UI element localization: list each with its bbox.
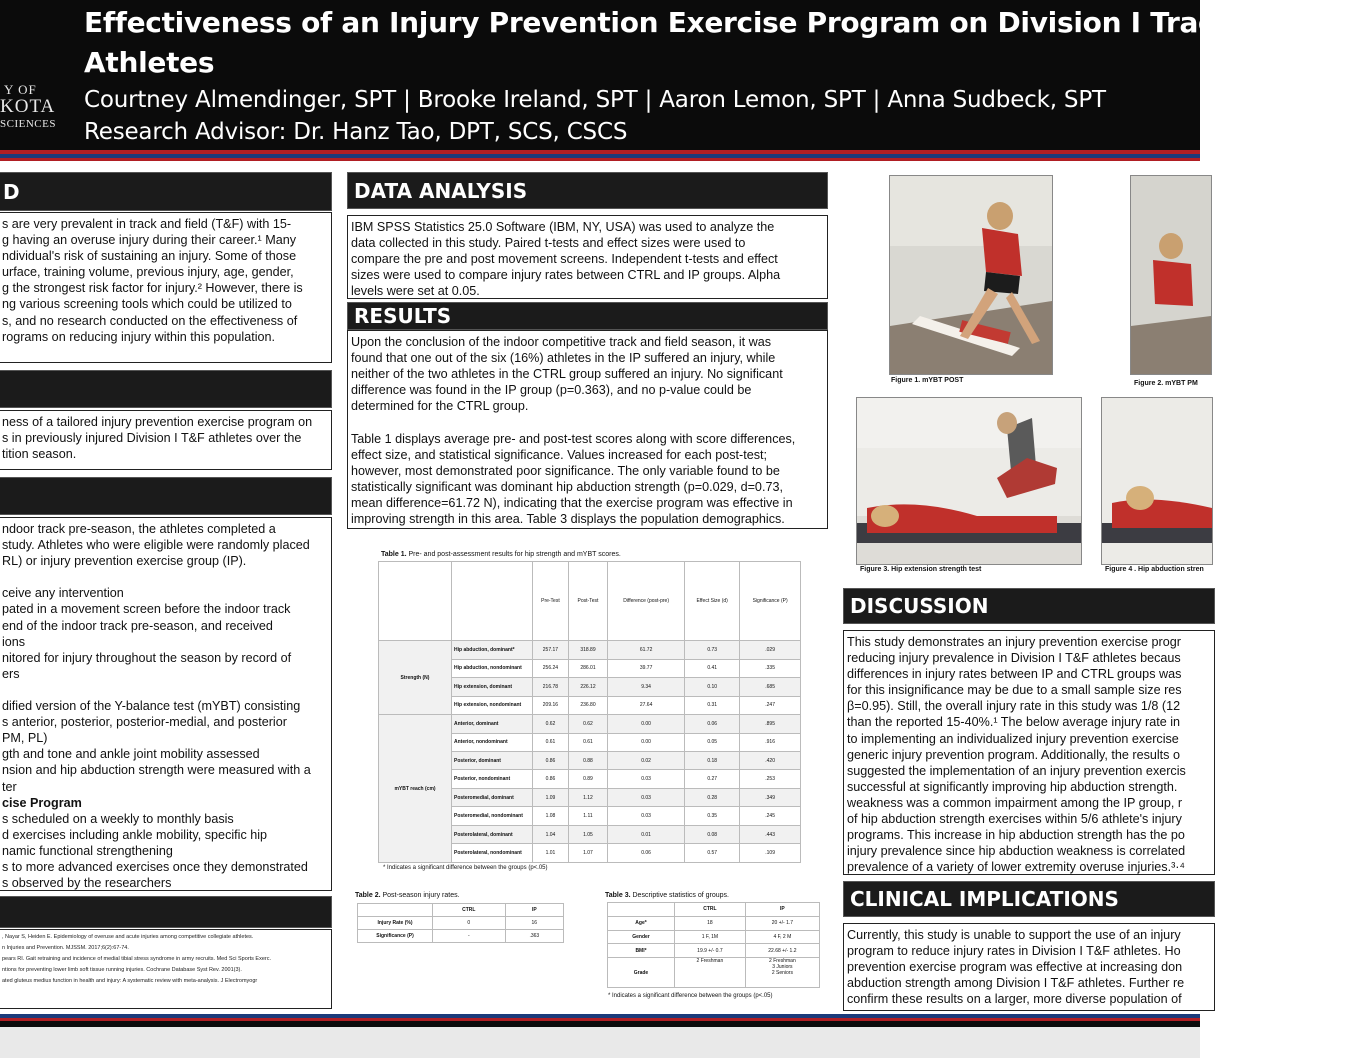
table3-cell: 1 F, 1M: [675, 930, 746, 944]
methods-line: d exercises including ankle mobility, specific hip: [2, 827, 268, 842]
table1-cell: 0.00: [608, 733, 685, 751]
data-analysis-box: [347, 215, 828, 299]
table1-cell: 0.89: [568, 770, 607, 788]
figure4-caption: Figure 4 . Hip abduction stren: [1105, 566, 1204, 573]
discussion-line: suggested the implementation of an injury prevention exercis: [847, 763, 1186, 778]
figure1-photo: [889, 175, 1053, 375]
methods-spacer: [2, 682, 311, 698]
results-line: determined for the CTRL group.: [351, 399, 529, 414]
table3-caption-bold: Table 3.: [605, 892, 631, 899]
discussion-line: β=0.95). Still, the overall injury rate in this study was 1/8 (12: [847, 699, 1181, 714]
athlete-pm-reach-image: [1131, 176, 1211, 374]
table3-caption: [605, 892, 729, 899]
table-row: [358, 930, 564, 943]
intro-line: rograms on reducing injury within this population.: [2, 329, 276, 344]
methods-line: ceive any intervention: [2, 586, 124, 601]
discussion-line: differences in injury rates between IP and CTRL groups was: [847, 667, 1182, 682]
table3-header-cell: CTRL: [675, 903, 746, 917]
table1-cell: 1.04: [533, 825, 569, 843]
data-analysis-line: compare the pre and post movement screens. Independent t-tests and effect: [351, 252, 778, 267]
table1-row-label: Posterolateral, dominant: [452, 825, 533, 843]
discussion-line: than the reported 15-40%.¹ The below average injury rate in: [847, 715, 1181, 730]
results-line: effect size, and statistical significance. Values increased for each post-test;: [351, 447, 768, 462]
table3-cell: 22.68 +/- 1.2: [745, 944, 819, 958]
methods-line: dified version of the Y-balance test (mYBT) consisting: [2, 699, 301, 714]
methods-line: ndoor track pre-season, the athletes completed a: [2, 522, 276, 536]
table1-cell: 1.01: [533, 844, 569, 863]
table1-cell: 1.08: [533, 807, 569, 825]
table1-row-label: Hip abduction, dominant*: [452, 641, 533, 659]
logo-line-3: SCIENCES: [0, 118, 56, 130]
purpose-box: [0, 410, 332, 470]
table1-group-label: Strength (N): [379, 641, 452, 715]
reference-line: ntions for preventing lower limb soft tissue running injuries. Cochrane Database Syst Rev. 2001(3).: [2, 967, 242, 973]
table1-cell: 0.62: [568, 715, 607, 733]
reference-line: ated gluteus medius function in health and injury: A systematic review with meta-analysis. J Electromyogr: [2, 978, 258, 984]
results-line: however, most demonstrated poor significance. The only variable found to be: [351, 463, 780, 478]
table2-cell: .363: [505, 930, 563, 943]
table2: [357, 903, 564, 943]
intro-head-text: D: [3, 179, 20, 204]
methods-line: gth and tone and ankle joint mobility assessed: [2, 747, 260, 762]
methods-box: [0, 517, 332, 891]
intro-line: g the strongest risk factor for injury.² However, there is: [2, 281, 303, 296]
table3-cell: 19.9 +/- 0.7: [675, 944, 746, 958]
table1-cell: 0.28: [685, 788, 740, 806]
table1-row-label: Posteromedial, nondominant: [452, 807, 533, 825]
table1-cell: 318.89: [568, 641, 607, 659]
clinical-implications-head: [843, 881, 1215, 917]
table3-cell: 18: [675, 916, 746, 930]
methods-line: s anterior, posterior, posterior-medial, and posterior: [2, 715, 287, 730]
poster-title-line-1: Effectiveness of an Injury Prevention Exercise Program on Division I Track & Field: [84, 6, 1352, 39]
table1-cell: 0.86: [533, 752, 569, 770]
table1: [378, 561, 801, 863]
purpose-line: tition season.: [2, 447, 77, 462]
discussion-line: of hip abduction strength exercises within 5/6 athlete's injury: [847, 812, 1182, 827]
table1-cell: .029: [740, 641, 801, 659]
table1-cell: 0.88: [568, 752, 607, 770]
methods-line: ers: [2, 666, 20, 681]
table-row: [608, 958, 820, 988]
table1-cell: 1.12: [568, 788, 607, 806]
table1-cell: 286.01: [568, 659, 607, 677]
table1-cell: 0.18: [685, 752, 740, 770]
methods-line: PM, PL): [2, 731, 48, 746]
results-line: neither of the two athletes in the CTRL group suffered an injury. No significant: [351, 367, 783, 382]
table1-cell: 0.02: [608, 752, 685, 770]
table3-header-blank: [608, 903, 675, 917]
table1-cell: 0.01: [608, 825, 685, 843]
methods-line: nsion and hip abduction strength were measured with a: [2, 763, 311, 778]
clinical-text: [847, 927, 1184, 1007]
table1-cell: .247: [740, 696, 801, 714]
table1-header-cell: Effect Size (d): [685, 562, 740, 641]
table1-row-label: Posteromedial, dominant: [452, 788, 533, 806]
research-advisor: Research Advisor: Dr. Hanz Tao, DPT, SCS, CSCS: [84, 119, 628, 145]
table2-row-label: Injury Rate (%): [358, 917, 433, 930]
table1-cell: .349: [740, 788, 801, 806]
table1-cell: 61.72: [608, 641, 685, 659]
results-line: Upon the conclusion of the indoor competitive track and field season, it was: [351, 335, 772, 349]
table3-row-label: Grade: [608, 958, 675, 988]
table3-caption-text: Descriptive statistics of groups.: [630, 892, 729, 899]
table1-row-label: Posterior, dominant: [452, 752, 533, 770]
intro-line: s, and no research conducted on the effectiveness of: [2, 313, 298, 328]
table-row: [358, 917, 564, 930]
poster-title-line-2: Athletes: [84, 46, 215, 79]
table-row: [379, 715, 801, 733]
table1-cell: 1.11: [568, 807, 607, 825]
table1-cell: .685: [740, 678, 801, 696]
table2-caption: [355, 892, 460, 899]
methods-line: RL) or injury prevention exercise group (IP).: [2, 554, 247, 569]
intro-box: [0, 212, 332, 363]
intro-text: [2, 216, 303, 345]
results-box: [347, 330, 828, 529]
table3-cell: 2 Freshman: [675, 958, 746, 988]
references-box: [0, 929, 332, 1009]
discussion-line: reducing injury prevalence in Division I T&F athletes becaus: [847, 651, 1181, 666]
methods-line: s scheduled on a weekly to monthly basis: [2, 811, 234, 826]
references-text: [2, 932, 271, 987]
logo-line-1: Y OF: [4, 82, 37, 97]
table1-header-row: [379, 562, 801, 641]
figure1-caption: Figure 1. mYBT POST: [891, 377, 964, 384]
table1-cell: 1.05: [568, 825, 607, 843]
table3-footnote: * Indicates a significant difference between the groups (p<.05): [608, 993, 773, 999]
discussion-line: programs. This increase in hip abduction strength has the po: [847, 828, 1185, 843]
discussion-head-text: DISCUSSION: [850, 594, 989, 618]
poster-header: [0, 0, 1352, 150]
reference-line: , Nayar S, Heiden E. Epidemiology of overuse and acute injuries among competitive collegiate athletes.: [2, 934, 254, 940]
table1-header-cell: Difference (post-pre): [608, 562, 685, 641]
table2-row-label: Significance (P): [358, 930, 433, 943]
methods-line: ter: [2, 779, 17, 794]
athlete-reach-test-image: [890, 176, 1052, 374]
table1-cell: .895: [740, 715, 801, 733]
table1-header-blank: [379, 562, 452, 641]
results-text: [351, 334, 795, 527]
table1-cell: 0.41: [685, 659, 740, 677]
results-line: statistically significant was dominant hip abduction strength (p=0.029, d=0.73,: [351, 479, 783, 494]
methods-line: s to more advanced exercises once they demonstrated: [2, 859, 308, 874]
table1-cell: 256.24: [533, 659, 569, 677]
data-analysis-line: data collected in this study. Paired t-tests and effect sizes were used to: [351, 236, 746, 251]
footer-bg: [0, 1027, 1200, 1058]
table1-cell: 0.05: [685, 733, 740, 751]
results-line: found that one out of the six (16%) athletes in the IP suffered an injury, while: [351, 351, 776, 366]
intro-line: g having an overuse injury during their career.¹ Many: [2, 233, 297, 248]
clinical-box: [843, 923, 1215, 1011]
discussion-line: generic injury prevention program. Additionally, the results o: [847, 747, 1180, 762]
methods-line: ions: [2, 634, 26, 649]
table1-row-label: Anterior, nondominant: [452, 733, 533, 751]
table1-cell: 0.31: [685, 696, 740, 714]
methods-section-head: [0, 477, 332, 515]
table3-row-label: Age*: [608, 916, 675, 930]
hip-abduction-test-image: [1102, 398, 1212, 564]
table2-cell: 16: [505, 917, 563, 930]
figure3-caption: Figure 3. Hip extension strength test: [860, 566, 982, 573]
table-row: [608, 944, 820, 958]
discussion-line: to implementing an individualized injury prevention exercise: [847, 731, 1179, 746]
table2-header-row: [358, 904, 564, 917]
methods-line: namic functional strengthening: [2, 843, 173, 858]
methods-line: study. Athletes who were eligible were randomly placed: [2, 538, 310, 553]
references-section-head: [0, 896, 332, 928]
table1-cell: .245: [740, 807, 801, 825]
figure2-photo: [1130, 175, 1212, 375]
table1-cell: 1.07: [568, 844, 607, 863]
results-line: Table 1 displays average pre- and post-test scores along with score differences,: [351, 431, 796, 446]
table1-cell: 0.35: [685, 807, 740, 825]
table1-cell: .109: [740, 844, 801, 863]
table2-caption-bold: Table 2.: [355, 892, 381, 899]
clinical-line: confirm these results on a larger, more diverse population of: [847, 992, 1182, 1007]
table1-cell: 0.06: [685, 715, 740, 733]
discussion-line: injury prevalence since hip abduction weakness is correlated: [847, 844, 1186, 859]
data-analysis-line: IBM SPSS Statistics 25.0 Software (IBM, NY, USA) was used to analyze the: [351, 220, 775, 234]
clinical-line: Currently, this study is unable to support the use of an injury: [847, 928, 1181, 942]
table1-cell: 39.77: [608, 659, 685, 677]
results-line: mean difference=61.72 N), indicating that the exercise program was effective in: [351, 495, 793, 510]
figure3-photo: [856, 397, 1082, 565]
table1-cell: 0.03: [608, 770, 685, 788]
table1-caption-bold: Table 1.: [381, 551, 407, 558]
table3-header-row: [608, 903, 820, 917]
table1-cell: 27.64: [608, 696, 685, 714]
table2-caption-text: Post-season injury rates.: [380, 892, 460, 899]
data-analysis-line: levels were set at 0.05.: [351, 284, 480, 299]
table1-cell: 0.00: [608, 715, 685, 733]
table2-cell: 0: [433, 917, 506, 930]
table1-cell: 226.12: [568, 678, 607, 696]
table1-cell: .443: [740, 825, 801, 843]
table1-cell: 0.86: [533, 770, 569, 788]
table1-cell: 0.62: [533, 715, 569, 733]
discussion-head: [843, 588, 1215, 624]
table3-header-cell: IP: [745, 903, 819, 917]
methods-line: s observed by the researchers: [2, 876, 172, 891]
methods-text: [2, 521, 311, 891]
table1-row-label: Hip abduction, nondominant: [452, 659, 533, 677]
table1-cell: 0.10: [685, 678, 740, 696]
discussion-line: This study demonstrates an injury prevention exercise progr: [847, 635, 1181, 649]
table3: [607, 902, 820, 988]
methods-line: nitored for injury throughout the season by record of: [2, 650, 292, 665]
table1-cell: 0.61: [533, 733, 569, 751]
table3-cell: 20 +/- 1.7: [745, 916, 819, 930]
table-row: [608, 930, 820, 944]
table3-cell: 2 Freshman 3 Juniors 2 Seniors: [745, 958, 819, 988]
table2-header-cell: CTRL: [433, 904, 506, 917]
purpose-line: s in previously injured Division I T&F athletes over the: [2, 431, 302, 446]
table1-cell: 236.80: [568, 696, 607, 714]
table1-cell: 257.17: [533, 641, 569, 659]
purpose-text: [2, 414, 312, 462]
intro-line: ndividual's risk of sustaining an injury. Some of those: [2, 249, 297, 264]
results-head: [347, 302, 828, 330]
table3-row-label: Gender: [608, 930, 675, 944]
table1-group-label: mYBT reach (cm): [379, 715, 452, 863]
table1-cell: 216.78: [533, 678, 569, 696]
intro-line: ng various screening tools which could be utilized to: [2, 297, 292, 312]
data-analysis-head: [347, 172, 828, 209]
table1-header-cell: Significance (P): [740, 562, 801, 641]
clinical-line: abduction strength among Division I T&F athletes. Further re: [847, 976, 1185, 991]
table1-cell: 0.61: [568, 733, 607, 751]
results-line: difference was found in the IP group (p=0.363), and no p-value could be: [351, 383, 752, 398]
hip-extension-test-image: [857, 398, 1081, 564]
table3-cell: 4 F, 2 M: [745, 930, 819, 944]
authors: Courtney Almendinger, SPT | Brooke Ireland, SPT | Aaron Lemon, SPT | Anna Sudbeck, SPT: [84, 87, 1106, 113]
purpose-line: ness of a tailored injury prevention exercise program on: [2, 415, 313, 429]
table-row: [608, 916, 820, 930]
table1-cell: 0.03: [608, 788, 685, 806]
table1-row-label: Hip extension, nondominant: [452, 696, 533, 714]
data-analysis-text: [351, 219, 780, 299]
intro-line: s are very prevalent in track and field (T&F) with 15-: [2, 217, 292, 231]
table1-row-label: Posterior, nondominant: [452, 770, 533, 788]
data-analysis-line: sizes were used to compare injury rates between CTRL and IP groups. Alpha: [351, 268, 781, 283]
table1-row-label: Hip extension, dominant: [452, 678, 533, 696]
table1-cell: 0.27: [685, 770, 740, 788]
table1-caption: [381, 551, 621, 558]
table1-cell: 209.16: [533, 696, 569, 714]
table1-cell: 1.09: [533, 788, 569, 806]
intro-line: urface, training volume, previous injury, age, gender,: [2, 265, 294, 280]
table-row: [379, 641, 801, 659]
table1-cell: 0.03: [608, 807, 685, 825]
methods-line: end of the indoor track pre-season, and received: [2, 618, 273, 633]
clinical-head-text: CLINICAL IMPLICATIONS: [850, 887, 1119, 911]
discussion-line: prevalence of a variety of lower extremity overuse injuries.³·⁴: [847, 860, 1185, 875]
table1-row-label: Anterior, dominant: [452, 715, 533, 733]
accent-stripe-red-2: [0, 158, 1200, 161]
results-spacer: [351, 414, 795, 430]
reference-line: pears RI. Gait retraining and incidence of medial tibial stress syndrome in army recruits. Med Sci Sports Exerc.: [2, 956, 271, 962]
table2-header-cell: IP: [505, 904, 563, 917]
table2-cell: -: [433, 930, 506, 943]
purpose-section-head: [0, 370, 332, 408]
table1-cell: 9.34: [608, 678, 685, 696]
table1-cell: .916: [740, 733, 801, 751]
clinical-line: prevention exercise program was effective at increasing don: [847, 960, 1183, 975]
data-analysis-head-text: DATA ANALYSIS: [354, 178, 528, 203]
table2-header-blank: [358, 904, 433, 917]
methods-line: pated in a movement screen before the indoor track: [2, 602, 291, 617]
table1-cell: 0.73: [685, 641, 740, 659]
table1-cell: .420: [740, 752, 801, 770]
table1-footnote: * Indicates a significant difference between the groups (p<.05): [383, 865, 548, 871]
results-line: improving strength in this area. Table 3 displays the population demographics.: [351, 512, 785, 527]
table3-row-label: BMI*: [608, 944, 675, 958]
table1-cell: 0.57: [685, 844, 740, 863]
figure4-photo: [1101, 397, 1213, 565]
table1-cell: 0.08: [685, 825, 740, 843]
discussion-line: weakness was a common impairment among the IP group, r: [847, 795, 1183, 810]
table1-header-cell: Pre-Test: [533, 562, 569, 641]
discussion-text: [847, 634, 1186, 875]
methods-spacer: [2, 569, 311, 585]
methods-subhead-exercise-program: cise Program: [2, 795, 82, 810]
table1-caption-text: Pre- and post-assessment results for hip strength and mYBT scores.: [406, 551, 621, 558]
table1-cell: .253: [740, 770, 801, 788]
discussion-line: for this insignificance may be due to a small sample size res: [847, 683, 1182, 698]
table1-row-label: Posterolateral, nondominant: [452, 844, 533, 863]
results-head-text: RESULTS: [354, 304, 452, 328]
discussion-line: successful at significantly improving hip abduction strength.: [847, 779, 1178, 794]
clinical-line: program to reduce injury rates in Division I T&F athletes. Ho: [847, 944, 1181, 959]
logo-line-2: KOTA: [0, 96, 56, 117]
intro-section-head: [0, 172, 332, 211]
figure2-caption: Figure 2. mYBT PM: [1134, 380, 1198, 387]
discussion-box: [843, 630, 1215, 875]
table1-header-blank: [452, 562, 533, 641]
table1-cell: 0.06: [608, 844, 685, 863]
table1-cell: .335: [740, 659, 801, 677]
reference-line: n Injuries and Prevention. MJSSM. 2017;6(2):67-74.: [2, 945, 129, 951]
table1-header-cell: Post-Test: [568, 562, 607, 641]
